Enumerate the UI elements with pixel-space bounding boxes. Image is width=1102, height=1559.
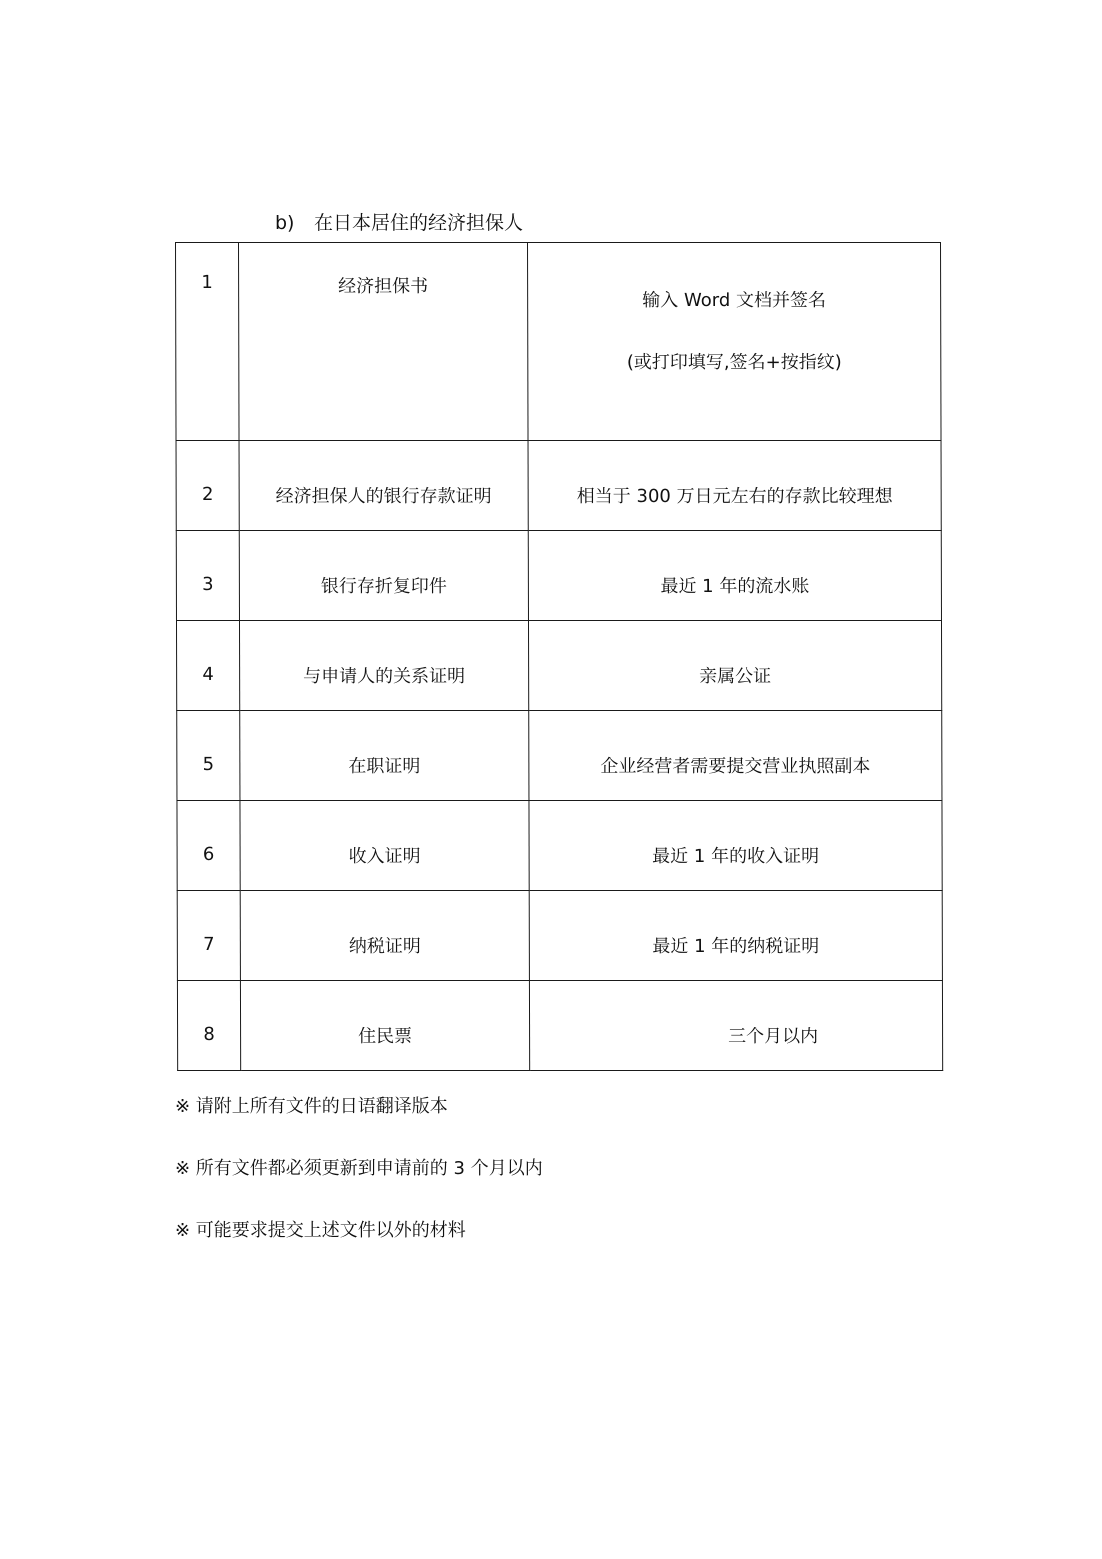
requirements-table <box>175 242 943 1071</box>
row-number: 3 <box>176 531 239 621</box>
section-marker: b) <box>275 212 295 234</box>
document-note: 亲属公证 <box>528 621 941 711</box>
document-name: 住民票 <box>240 981 529 1071</box>
row-number: 8 <box>177 981 240 1071</box>
document-note: 最近 1 年的纳税证明 <box>529 891 942 981</box>
row-number: 4 <box>176 621 239 711</box>
table-row <box>176 441 941 531</box>
note-line: (或打印填写,签名+按指纹) <box>626 352 842 373</box>
table-row <box>176 531 941 621</box>
document-note: 三个月以内 <box>529 981 942 1071</box>
footnote-validity: ※ 所有文件都必须更新到申请前的 3 个月以内 <box>175 1158 543 1179</box>
row-number: 6 <box>177 801 240 891</box>
row-number: 7 <box>177 891 240 981</box>
section-title: 在日本居住的经济担保人 <box>314 212 524 234</box>
document-note: 企业经营者需要提交营业执照副本 <box>529 711 942 801</box>
document-name: 经济担保人的银行存款证明 <box>239 441 528 531</box>
row-number: 2 <box>176 441 239 531</box>
section-heading <box>275 208 523 238</box>
table-row <box>177 801 942 891</box>
footnote-translation: ※ 请附上所有文件的日语翻译版本 <box>175 1096 448 1117</box>
document-note: 最近 1 年的收入证明 <box>529 801 942 891</box>
row-number: 1 <box>176 243 240 441</box>
document-note: 相当于 300 万日元左右的存款比较理想 <box>528 441 941 531</box>
table-row <box>177 891 942 981</box>
document-name: 收入证明 <box>240 801 529 891</box>
row-number: 5 <box>177 711 240 801</box>
footnote-extra-materials: ※ 可能要求提交上述文件以外的材料 <box>175 1220 466 1241</box>
table-row <box>176 243 942 441</box>
table-row <box>177 981 942 1071</box>
note-line: 输入 Word 文档并签名 <box>642 290 827 311</box>
table-row <box>177 711 942 801</box>
table-row <box>176 621 941 711</box>
footnotes <box>175 1092 543 1278</box>
document-name: 经济担保书 <box>239 243 529 441</box>
document-note: 最近 1 年的流水账 <box>528 531 941 621</box>
document-note <box>528 243 942 441</box>
document-name: 银行存折复印件 <box>239 531 528 621</box>
document-name: 在职证明 <box>240 711 529 801</box>
document-name: 纳税证明 <box>240 891 529 981</box>
document-name: 与申请人的关系证明 <box>239 621 528 711</box>
